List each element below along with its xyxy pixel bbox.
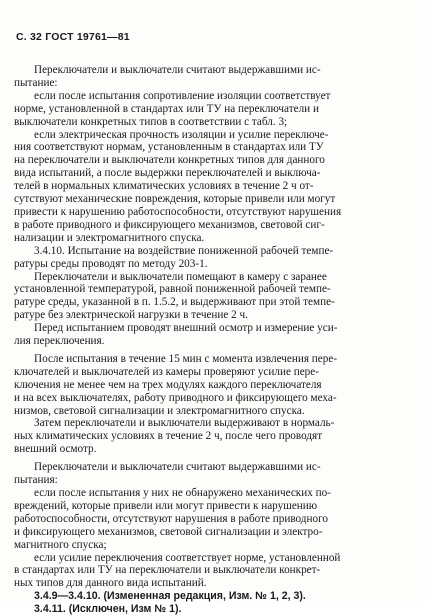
text-line: Переключатели и выключатели помещают в камеру с заранее xyxy=(34,270,327,283)
text-line: Переключатели и выключатели считают выдержавшими ис- xyxy=(34,64,321,76)
text-line: внешний осмотр. xyxy=(14,443,97,456)
amendment-note: 3.4.11. (Исключен, Изм № 1). xyxy=(34,603,182,616)
text-line: пытание: xyxy=(14,76,58,89)
text-line: если усилие переключения соответствует норме, установленной xyxy=(34,551,341,564)
text-line: ных климатических условиях в течение 2 ч, после чего проводят xyxy=(14,430,323,443)
text-line: ратуре среды, указанной в п. 1.5.2, и выдерживают при этой темпе- xyxy=(14,296,335,309)
text-line: низмов, световой сигнализации и электромагнитного спуска. xyxy=(14,404,305,417)
text-line: ключения не менее чем на трех модулях каждого переключателя xyxy=(14,378,322,391)
text-line: лия переключения. xyxy=(14,335,105,348)
text-line: установленной температурой, равной пониженной рабочей темпе- xyxy=(14,283,331,296)
text-line: в работе приводного и фиксирующего механизмов, световой сиг- xyxy=(14,218,325,231)
text-line: магнитного спуска; xyxy=(14,538,107,551)
text-line: если после испытания сопротивление изоляции соответствует xyxy=(34,89,331,102)
text-line: на переключатели и выключатели конкретных типов для данного xyxy=(14,154,325,167)
amendment-note: 3.4.9—3.4.10. (Измененная редакция, Изм. № 1, 2, 3). xyxy=(34,590,306,603)
text-line: в стандартах или ТУ на переключатели и выключатели конкрет- xyxy=(14,564,321,577)
text-line: привести к нарушению работоспособности, отсутствуют нарушения xyxy=(14,205,342,218)
text-line: Переключатели и выключатели считают выдержавшими ис- xyxy=(34,461,321,474)
text-line: ратуре без электрической нагрузки в течение 2 ч. xyxy=(14,309,248,322)
text-line: телей в нормальных климатических условиях в течение 2 ч от- xyxy=(14,180,314,193)
page-header: С. 32 ГОСТ 19761—81 xyxy=(16,31,130,43)
text-line: норме, установленной в стандартах или ТУ на переключатели и xyxy=(14,102,319,115)
document-body xyxy=(14,64,410,616)
text-line: вреждений, которые привели или могут привести к нарушению xyxy=(14,499,318,512)
text-line: ратуры среды проводят по методу 203-1. xyxy=(14,257,208,270)
text-line: выключатели конкретных типов в соответствии с табл. 3; xyxy=(14,115,288,128)
text-line: ния соответствуют нормам, установленным в стандартах или ТУ xyxy=(14,141,324,154)
text-line: и фиксирующего механизмов, световой сигнализации и электро- xyxy=(14,525,323,538)
text-line: и на всех выключателях, работу приводного и фиксирующего меха- xyxy=(14,391,337,404)
text-line: Перед испытанием проводят внешний осмотр и измерение уси- xyxy=(34,322,338,335)
text-line: пытания: xyxy=(14,474,58,487)
text-line: вида испытаний, а после выдержки переключателей и выключа- xyxy=(14,167,321,180)
text-line: ключателей и выключателей из камеры проверяют усилие пере- xyxy=(14,365,319,378)
text-line: Затем переключатели и выключатели выдерживают в нормаль- xyxy=(34,417,335,430)
text-line: если электрическая прочность изоляции и усилие переключе- xyxy=(34,128,329,141)
text-line: ных типов для данного вида испытаний. xyxy=(14,577,207,590)
text-line: сутствуют механические повреждения, которые привели или могут xyxy=(14,193,336,206)
clause-heading: 3.4.10. Испытание на воздействие пониженной рабочей темпе- xyxy=(34,244,334,257)
text-line: работоспособности, отсутствуют нарушения в работе приводного xyxy=(14,512,328,525)
text-line: если после испытания у них не обнаружено механических по- xyxy=(34,487,331,499)
text-line: нализации и электромагнитного спуска. xyxy=(14,231,205,244)
text-line: После испытания в течение 15 мин с момента извлечения пере- xyxy=(34,352,338,365)
